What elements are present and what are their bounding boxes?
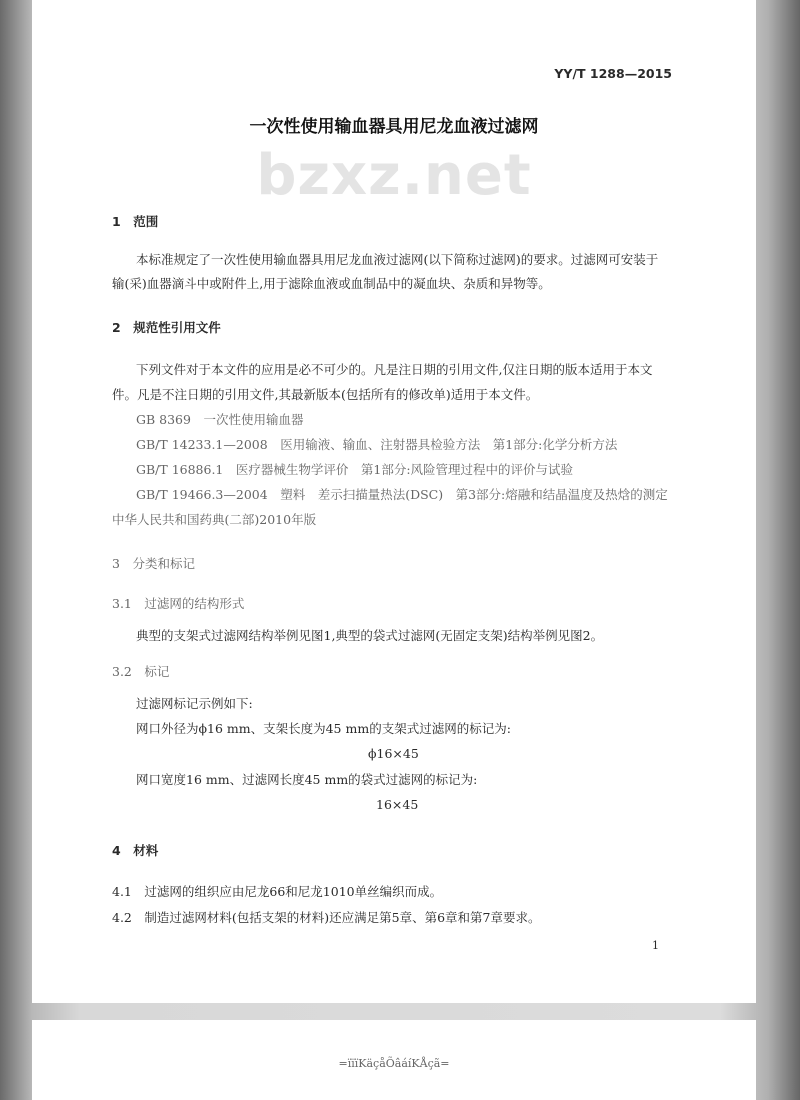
paragraph-line: 输(采)血器滴斗中或附件上,用于滤除血液或血制品中的凝血块、杂质和异物等。 (112, 276, 551, 291)
page-header-text: =ïïïKäçåÕâáíKÅçã= (338, 1057, 450, 1070)
section-2-heading: 2 规范性引用文件 (112, 320, 221, 335)
paragraph-line: 件。凡是不注日期的引用文件,其最新版本(包括所有的修改单)适用于本文件。 (112, 387, 539, 402)
marking-example: 16×45 (376, 797, 419, 812)
section-3-1-heading: 3.1 过滤网的结构形式 (112, 596, 245, 611)
reference-item: GB/T 19466.3—2004 塑料 差示扫描量热法(DSC) 第3部分:熔融和结晶温度及热焓的测定 (136, 487, 668, 502)
paragraph-line: 下列文件对于本文件的应用是必不可少的。凡是注日期的引用文件,仅注日期的版本适用于本文 (136, 362, 653, 377)
section-1-heading: 1 范围 (112, 214, 159, 229)
section-4-heading: 4 材料 (112, 843, 159, 858)
paragraph-line: 典型的支架式过滤网结构举例见图1,典型的袋式过滤网(无固定支架)结构举例见图2。 (136, 628, 604, 643)
document-page-1 (32, 0, 756, 1003)
reference-item: GB 8369 一次性使用输血器 (136, 412, 304, 427)
document-title: 一次性使用输血器具用尼龙血液过滤网 (249, 117, 539, 137)
watermark: bzxz.net (256, 143, 532, 208)
reference-item: GB/T 16886.1 医疗器械生物学评价 第1部分:风险管理过程中的评价与试验 (136, 462, 574, 477)
standard-code: YY/T 1288—2015 (554, 66, 672, 81)
paragraph-line: 网口宽度16 mm、过滤网长度45 mm的袋式过滤网的标记为: (136, 772, 478, 787)
reference-item: GB/T 14233.1—2008 医用输液、输血、注射器具检验方法 第1部分:化学分析方法 (136, 437, 618, 452)
reference-item: 中华人民共和国药典(二部)2010年版 (112, 512, 317, 527)
paragraph-line: 过滤网标记示例如下: (136, 696, 253, 711)
paragraph-line: 网口外径为ϕ16 mm、支架长度为45 mm的支架式过滤网的标记为: (136, 721, 511, 736)
marking-example: ϕ16×45 (368, 746, 419, 761)
section-3-2-heading: 3.2 标记 (112, 664, 170, 679)
paragraph-line: 本标准规定了一次性使用输血器具用尼龙血液过滤网(以下简称过滤网)的要求。过滤网可安装于 (136, 252, 659, 267)
document-page-2 (32, 1020, 756, 1100)
section-3-heading: 3 分类和标记 (112, 556, 195, 571)
page-number: 1 (652, 939, 659, 952)
clause-item: 4.1 过滤网的组织应由尼龙66和尼龙1010单丝编织而成。 (112, 884, 443, 899)
clause-item: 4.2 制造过滤网材料(包括支架的材料)还应满足第5章、第6章和第7章要求。 (112, 910, 541, 925)
